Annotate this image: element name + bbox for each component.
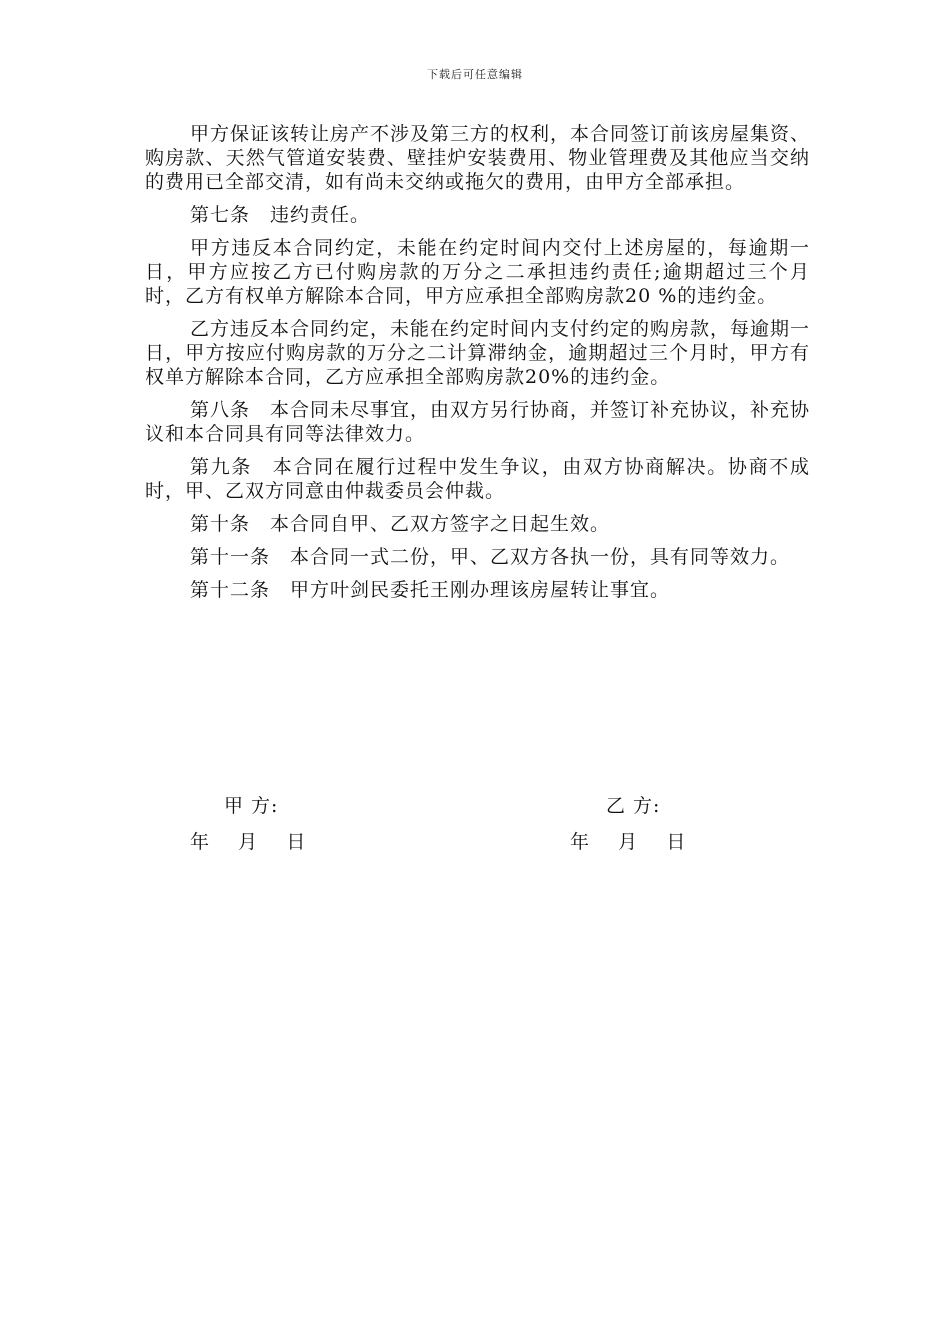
party-b-signature-label: 乙 方: <box>606 795 661 817</box>
paragraph-party-b-breach: 乙方违反本合同约定，未能在约定时间内支付约定的购房款，每逾期一日，甲方按应付购房款的万分之二计算滞纳金，逾期超过三个月时，甲方有权单方解除本合同，乙方应承担全部购房款20%的违约金。 <box>145 318 811 388</box>
paragraph-warranty: 甲方保证该转让房产不涉及第三方的权利，本合同签订前该房屋集资、购房款、天然气管道安装费、壁挂炉安装费用、物业管理费及其他应当交纳的费用已全部交清，如有尚未交纳或拖欠的费用，由甲方全部承担。 <box>145 123 811 193</box>
paragraph-party-a-breach: 甲方违反本合同约定，未能在约定时间内交付上述房屋的，每逾期一日，甲方应按乙方已付购房款的万分之二承担违约责任;逾期超过三个月时，乙方有权单方解除本合同，甲方应承担全部购房款20 %的违约金。 <box>145 237 810 307</box>
contract-body <box>145 122 810 611</box>
paragraph-article-8: 第八条 本合同未尽事宜，由双方另行协商，并签订补充协议，补充协议和本合同具有同等法律效力。 <box>145 399 811 445</box>
paragraph-article-12: 第十二条 甲方叶剑民委托王刚办理该房屋转让事宜。 <box>190 579 671 601</box>
paragraph-article-10: 第十条 本合同自甲、乙双方签字之日起生效。 <box>190 513 611 535</box>
page-header-note: 下载后可任意编辑 <box>427 68 523 81</box>
party-a-date: 年 月 日 <box>190 831 307 853</box>
party-a-signature-label: 甲 方: <box>224 795 279 817</box>
paragraph-article-7-title: 第七条 违约责任。 <box>190 204 371 226</box>
paragraph-article-9: 第九条 本合同在履行过程中发生争议，由双方协商解决。协商不成时，甲、乙双方同意由仲裁委员会仲裁。 <box>145 456 810 502</box>
paragraph-article-11: 第十一条 本合同一式二份，甲、乙双方各执一份，具有同等效力。 <box>190 546 791 568</box>
party-b-date: 年 月 日 <box>570 831 687 853</box>
